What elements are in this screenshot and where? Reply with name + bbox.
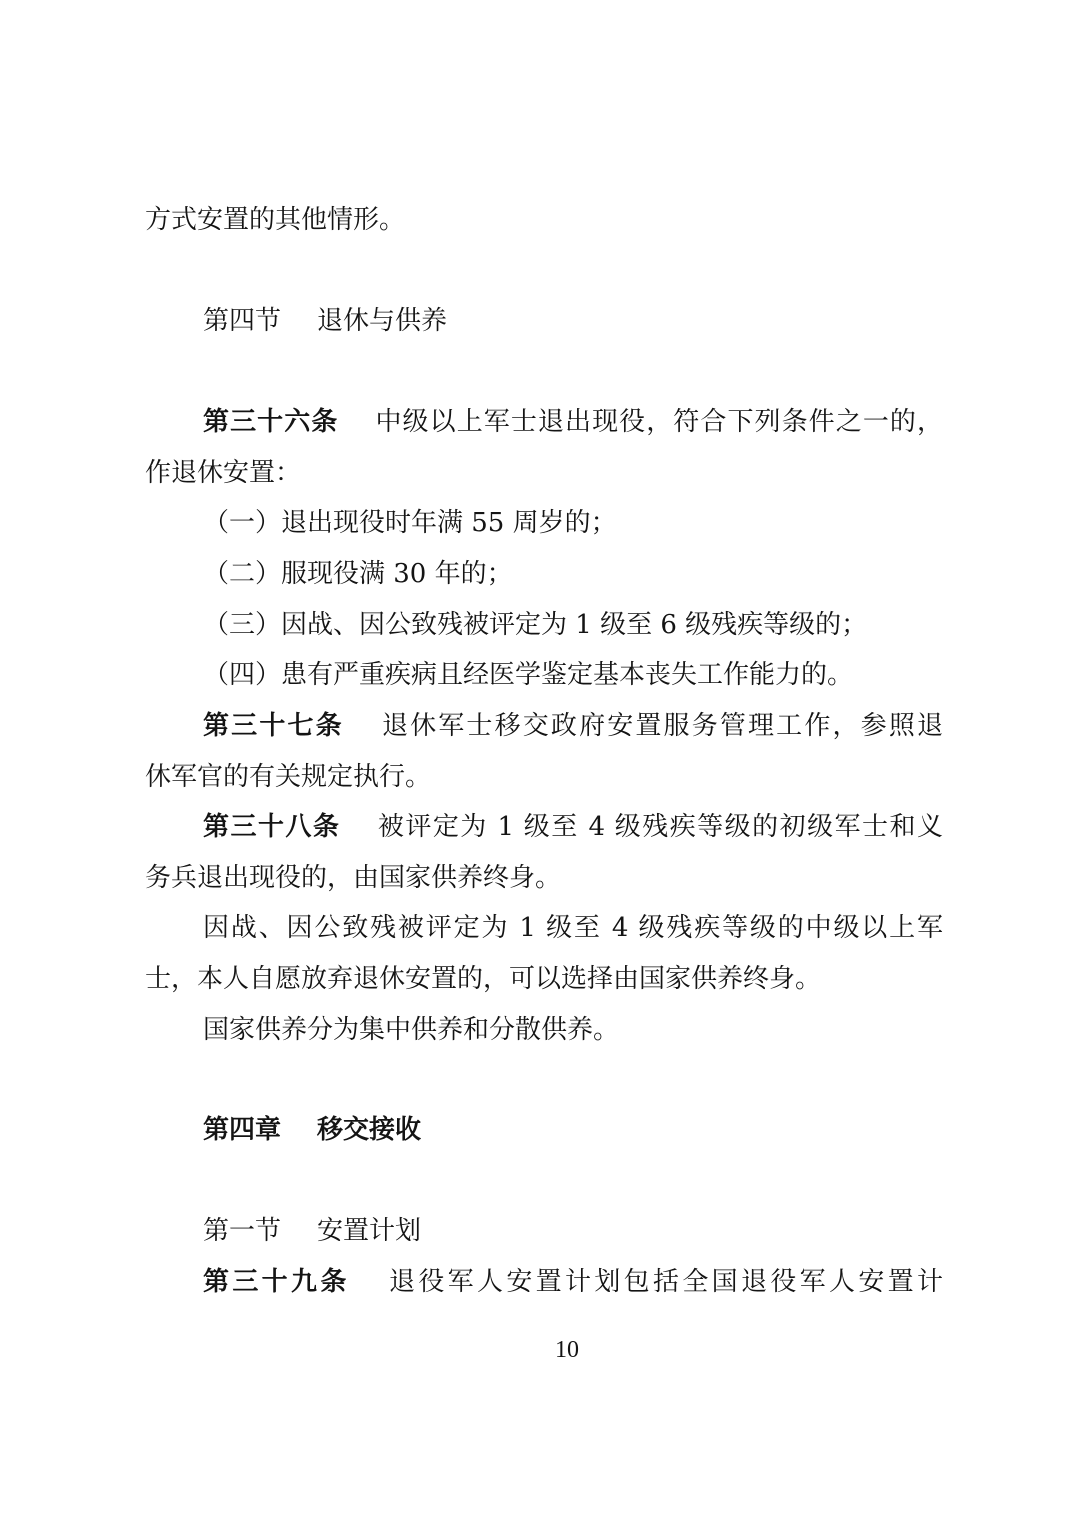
article-line bbox=[203, 713, 943, 739]
chapter-heading bbox=[203, 1117, 421, 1143]
section-label: 第一节 bbox=[203, 1216, 282, 1246]
section-heading bbox=[203, 308, 447, 334]
section-heading bbox=[203, 1218, 421, 1244]
article-line bbox=[203, 409, 943, 435]
section-title: 退休与供养 bbox=[317, 306, 448, 336]
article-label: 第三十八条 bbox=[203, 812, 341, 842]
article-label: 第三十六条 bbox=[203, 407, 339, 437]
article-text: 被评定为 1 级至 4 级残疾等级的初级军士和义 bbox=[376, 812, 943, 842]
list-item: （三）因战、因公致残被评定为 1 级至 6 级残疾等级的； bbox=[203, 610, 868, 640]
page-number: 10 bbox=[555, 1337, 579, 1363]
article-label: 第三十九条 bbox=[203, 1267, 350, 1297]
text-line: 方式安置的其他情形。 bbox=[145, 205, 406, 235]
article-label: 第三十七条 bbox=[203, 711, 344, 741]
chapter-title: 移交接收 bbox=[317, 1115, 422, 1145]
article-line bbox=[203, 1269, 943, 1295]
text-line: 务兵退出现役的，由国家供养终身。 bbox=[145, 863, 562, 893]
list-item: （二）服现役满 30 年的； bbox=[203, 559, 513, 589]
article-text: 退役军人安置计划包括全国退役军人安置计 bbox=[385, 1267, 943, 1297]
section-label: 第四节 bbox=[203, 306, 282, 336]
article-text: 中级以上军士退出现役，符合下列条件之一的， bbox=[374, 407, 943, 437]
text-line: 作退休安置： bbox=[145, 458, 302, 488]
article-text: 退休军士移交政府安置服务管理工作，参照退 bbox=[379, 711, 943, 741]
list-item: （四）患有严重疾病且经医学鉴定基本丧失工作能力的。 bbox=[203, 660, 854, 690]
text-line: 国家供养分为集中供养和分散供养。 bbox=[203, 1015, 620, 1045]
article-line bbox=[203, 814, 943, 840]
text-line: 士，本人自愿放弃退休安置的，可以选择由国家供养终身。 bbox=[145, 964, 822, 994]
section-title: 安置计划 bbox=[317, 1216, 422, 1246]
text-line: 因战、因公致残被评定为 1 级至 4 级残疾等级的中级以上军 bbox=[203, 913, 943, 943]
list-item: （一）退出现役时年满 55 周岁的； bbox=[203, 508, 617, 538]
text-line: 休军官的有关规定执行。 bbox=[145, 762, 432, 792]
chapter-label: 第四章 bbox=[203, 1115, 282, 1145]
